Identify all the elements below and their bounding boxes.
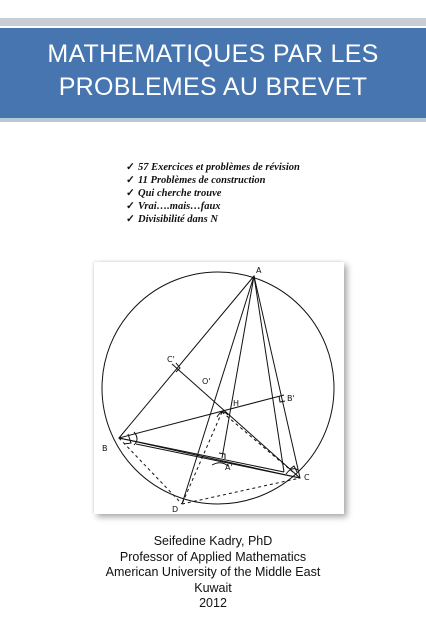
author-name: Seifedine Kadry, PhD [153, 534, 273, 548]
book-title [0, 38, 426, 104]
check-icon: ✓ [126, 162, 135, 173]
banner-bottom-rule [0, 118, 426, 122]
book-title-line-2: PROBLEMES AU BREVET [58, 73, 368, 101]
check-icon: ✓ [126, 201, 135, 212]
label-o-prime: O' [202, 377, 211, 386]
dashed-b-to-d [119, 438, 182, 504]
topic-label: 57 Exercices et problèmes de révision [138, 162, 300, 173]
author-location: Kuwait [194, 580, 232, 595]
author-institution: American University of the Middle East [105, 565, 321, 579]
topic-label: Qui cherche trouve [138, 188, 222, 199]
topic-item [126, 161, 300, 174]
label-a-prime: A' [225, 463, 233, 472]
line-a-to-d [182, 276, 254, 504]
topic-item [126, 187, 300, 200]
topic-label: 11 Problèmes de construction [138, 175, 266, 186]
dashed-h-to-c [222, 412, 300, 478]
book-title-line-1: MATHEMATIQUES PAR LES [47, 40, 379, 68]
topic-label: Vrai….mais…faux [138, 201, 221, 212]
author-position: Professor of Applied Mathematics [119, 549, 307, 564]
check-icon: ✓ [126, 175, 135, 186]
topic-item [126, 174, 300, 187]
dashed-d-to-c [182, 478, 300, 504]
author-block [0, 534, 426, 612]
topic-item [126, 213, 300, 226]
check-icon: ✓ [126, 214, 135, 225]
circumcircle [102, 272, 334, 504]
topic-label: Divisibilité dans N [138, 214, 218, 225]
geometry-drawing [94, 262, 344, 514]
altitude-from-b [119, 395, 284, 438]
geometry-figure [94, 262, 344, 514]
line-a-down-right [254, 276, 284, 472]
check-icon: ✓ [126, 188, 135, 199]
topic-item [126, 200, 300, 213]
label-b: B [102, 444, 108, 453]
label-a: A [256, 266, 262, 275]
label-c-prime: C' [167, 355, 175, 364]
label-c: C [304, 473, 310, 482]
topics-list [126, 161, 300, 226]
altitude-from-a [222, 276, 254, 458]
line-c-left [136, 444, 300, 478]
label-d: D [172, 505, 179, 514]
top-rule [0, 18, 426, 26]
publication-year: 2012 [199, 596, 227, 610]
label-b-prime: B' [287, 394, 295, 403]
label-h: H [233, 399, 240, 408]
